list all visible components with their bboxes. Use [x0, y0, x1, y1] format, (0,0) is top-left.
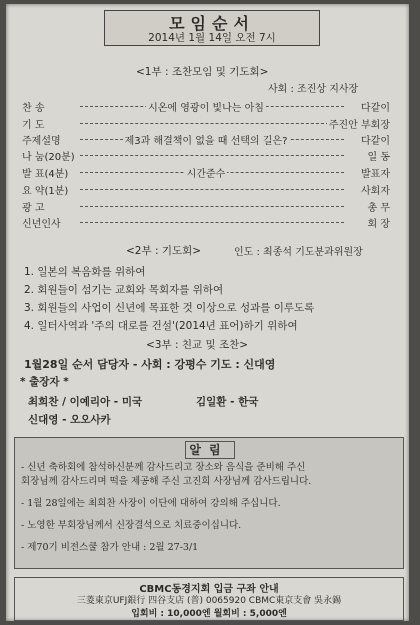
notice-title: [15, 441, 403, 458]
schedule-person: 회 장: [366, 215, 391, 230]
program-sheet: [6, 4, 409, 621]
part1-heading: <1부 : 조찬모임 및 기도회>: [136, 66, 269, 78]
schedule-item: 요 약(1분): [22, 186, 69, 197]
schedule-person: 발표자: [359, 165, 390, 180]
trip-person: 신대영 - 오오사카: [28, 414, 111, 426]
schedule-item: 기 도: [22, 120, 45, 131]
prayer-item: 2. 회원들이 섬기는 교회와 목회자를 위하여: [24, 284, 224, 296]
schedule-person: 주진안 부회장: [327, 116, 390, 131]
schedule-item: 신년인사: [22, 219, 61, 230]
schedule-row: [22, 165, 390, 179]
meeting-date: 2014년 1월 14일 오전 7시: [148, 32, 276, 44]
leader-line: [80, 155, 344, 156]
notice-title-frame: [185, 441, 235, 459]
prayer-item: 1. 일본의 복음화를 위하여: [24, 266, 146, 278]
trip-person: 최희찬 / 이예리아 - 미국: [28, 396, 143, 408]
schedule-item: 주제설명: [22, 136, 61, 147]
prayer-item: 3. 회원들의 사업이 신년에 목표한 것 이상으로 성과를 이루도록: [24, 302, 315, 314]
notice-item: 회장님께 감사드리며 떡을 제공해 주신 고진희 사장님께 감사드립니다.: [21, 476, 312, 487]
schedule-person: 총 무: [366, 199, 391, 214]
schedule-row: [22, 182, 390, 196]
schedule-item: 나 눔(20분): [22, 152, 75, 163]
title-box: [104, 10, 320, 46]
notice-item: - 노영한 부회장님께서 신장결석으로 치료중이십니다.: [21, 520, 242, 531]
bank-fees: 입회비 : 10,000엔 월회비 : 5,000엔: [131, 609, 287, 619]
prayer-item: 4. 일터사역과 '주의 대로를 건설'(2014년 표어)하기 위하여: [24, 320, 298, 332]
schedule-person: 다같이: [359, 132, 390, 147]
schedule-item: 광 고: [22, 203, 45, 214]
schedule-row: [22, 199, 390, 213]
notice-box: [14, 437, 404, 569]
schedule-item: 발 표(4분): [22, 169, 69, 180]
schedule-detail: 제3과 해결책이 없을 때 선택의 길은?: [124, 136, 288, 147]
trip-person: 김일환 - 한국: [196, 396, 259, 408]
schedule-row: [22, 148, 390, 162]
part2-heading: <2부 : 기도회>: [126, 245, 202, 257]
schedule-detail: 시온에 영광이 빛나는 아침: [148, 103, 264, 114]
trip-heading: * 출장자 *: [20, 376, 69, 388]
bank-title: CBMC동경지회 입금 구좌 안내: [139, 584, 279, 595]
schedule-row: [22, 132, 390, 146]
schedule-person: 일 동: [366, 148, 391, 163]
schedule-row: [22, 116, 390, 130]
schedule-item: 찬 송: [22, 103, 45, 114]
schedule-detail: 시간준수: [186, 169, 226, 180]
schedule-person: 다같이: [359, 99, 390, 114]
page-title: 모임순서: [169, 14, 255, 33]
part1-host: 사회 : 조진상 지사장: [268, 84, 359, 95]
duty-line: 1월28일 순서 담당자 - 사회 : 강평수 기도 : 신대영: [24, 358, 276, 371]
notice-item: - 신년 축하회에 참석하신분께 감사드리고 장소와 음식을 준비해 주신: [21, 462, 306, 473]
bank-info-box: [14, 577, 404, 621]
leader-line: [80, 189, 344, 190]
leader-line: [80, 222, 344, 223]
notice-title-text: 알림: [189, 443, 229, 457]
leader-line: [80, 123, 344, 124]
part3-heading: <3부 : 친교 및 조찬>: [146, 339, 249, 351]
schedule-row: [22, 99, 390, 113]
notice-item: - 제70기 비전스쿨 참가 안내 : 2월 27-3/1: [21, 542, 199, 553]
schedule-person: 사회자: [359, 182, 390, 197]
leader-line: [80, 206, 344, 207]
notice-item: - 1월 28일에는 최희찬 사장이 이단에 대하여 강의해 주십니다.: [21, 498, 281, 509]
part2-leader: 인도 : 최종석 기도분과위원장: [234, 247, 363, 258]
bank-account: 三菱東京UFJ銀行 四谷支店 (普) 0065920 CBMC東京支會 吳永錫: [76, 596, 342, 606]
schedule-row: [22, 215, 390, 229]
